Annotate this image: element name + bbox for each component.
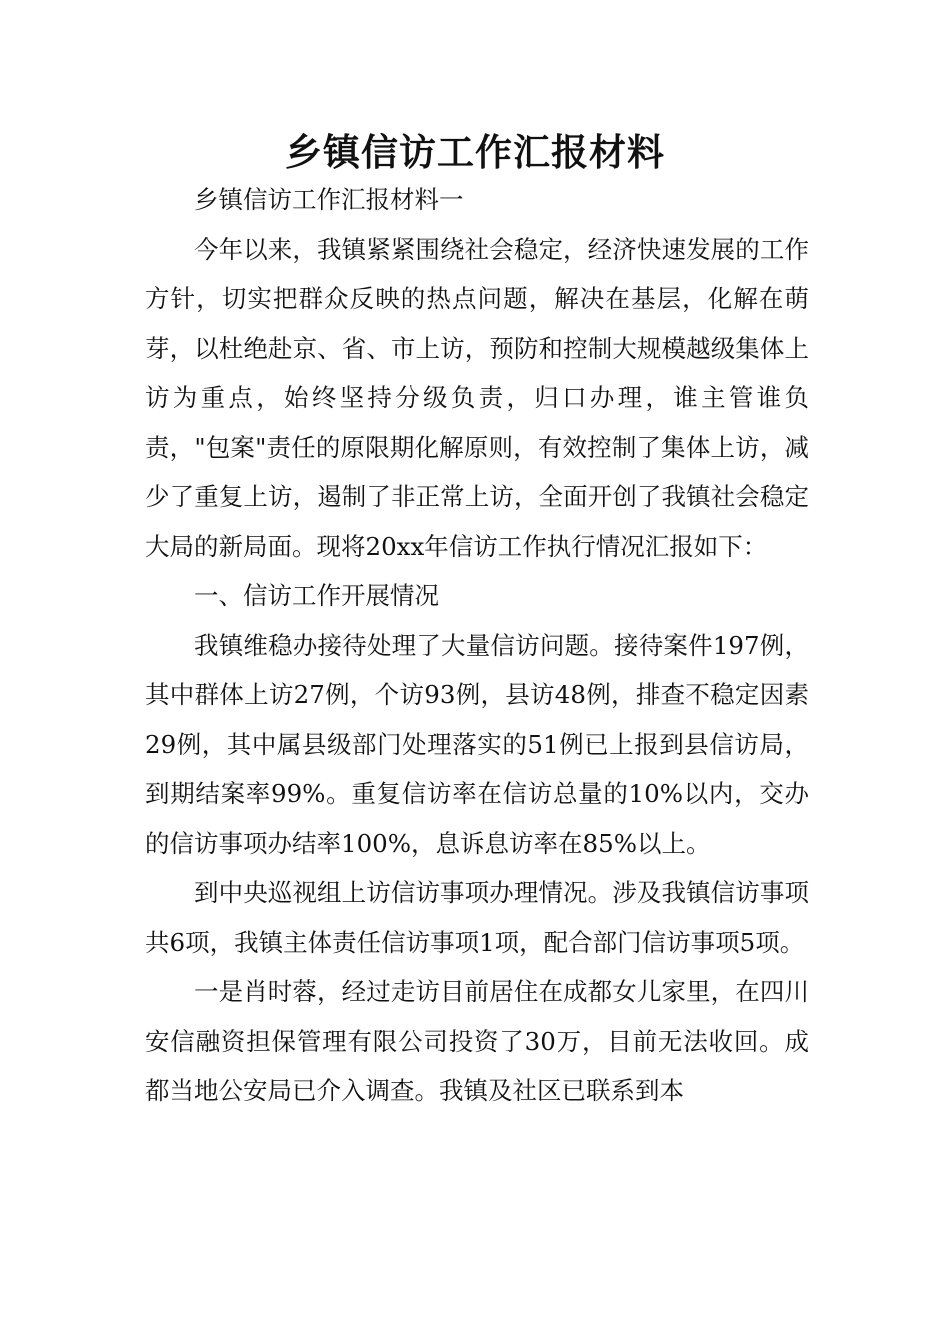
document-body [145,175,809,1116]
inspection-paragraph: 到中央巡视组上访信访事项办理情况。涉及我镇信访事项共6项，我镇主体责任信访事项1项，配合部门信访事项5项。 [145,878,809,957]
statistics-paragraph: 我镇维稳办接待处理了大量信访问题。接待案件197例，其中群体上访27例，个访93例，县访48例，排查不稳定因素29例，其中属县级部门处理落实的51例已上报到县信访局，到期结案率99%。重复信访率在信访总量的10%以内，交办的信访事项办结率100%，息诉息访率在85%以上。 [145,630,809,858]
intro-paragraph: 今年以来，我镇紧紧围绕社会稳定，经济快速发展的工作方针，切实把群众反映的热点问题，解决在基层，化解在萌芽，以杜绝赴京、省、市上访，预防和控制大规模越级集体上访为重点，始终坚持分级负责，归口办理，谁主管谁负责，"包案"责任的原限期化解原则，有效控制了集体上访，减少了重复上访，遏制了非正常上访，全面开创了我镇社会稳定大局的新局面。现将20xx年信访工作执行情况汇报如下： [145,234,809,561]
subtitle-paragraph: 乡镇信访工作汇报材料一 [194,185,464,214]
document-title: 乡镇信访工作汇报材料 [285,130,665,174]
section-heading: 一、信访工作开展情况 [194,581,439,610]
case-paragraph: 一是肖时蓉，经过走访目前居住在成都女儿家里，在四川安信融资担保管理有限公司投资了30万，目前无法收回。成都当地公安局已介入调查。我镇及社区已联系到本 [145,977,809,1105]
